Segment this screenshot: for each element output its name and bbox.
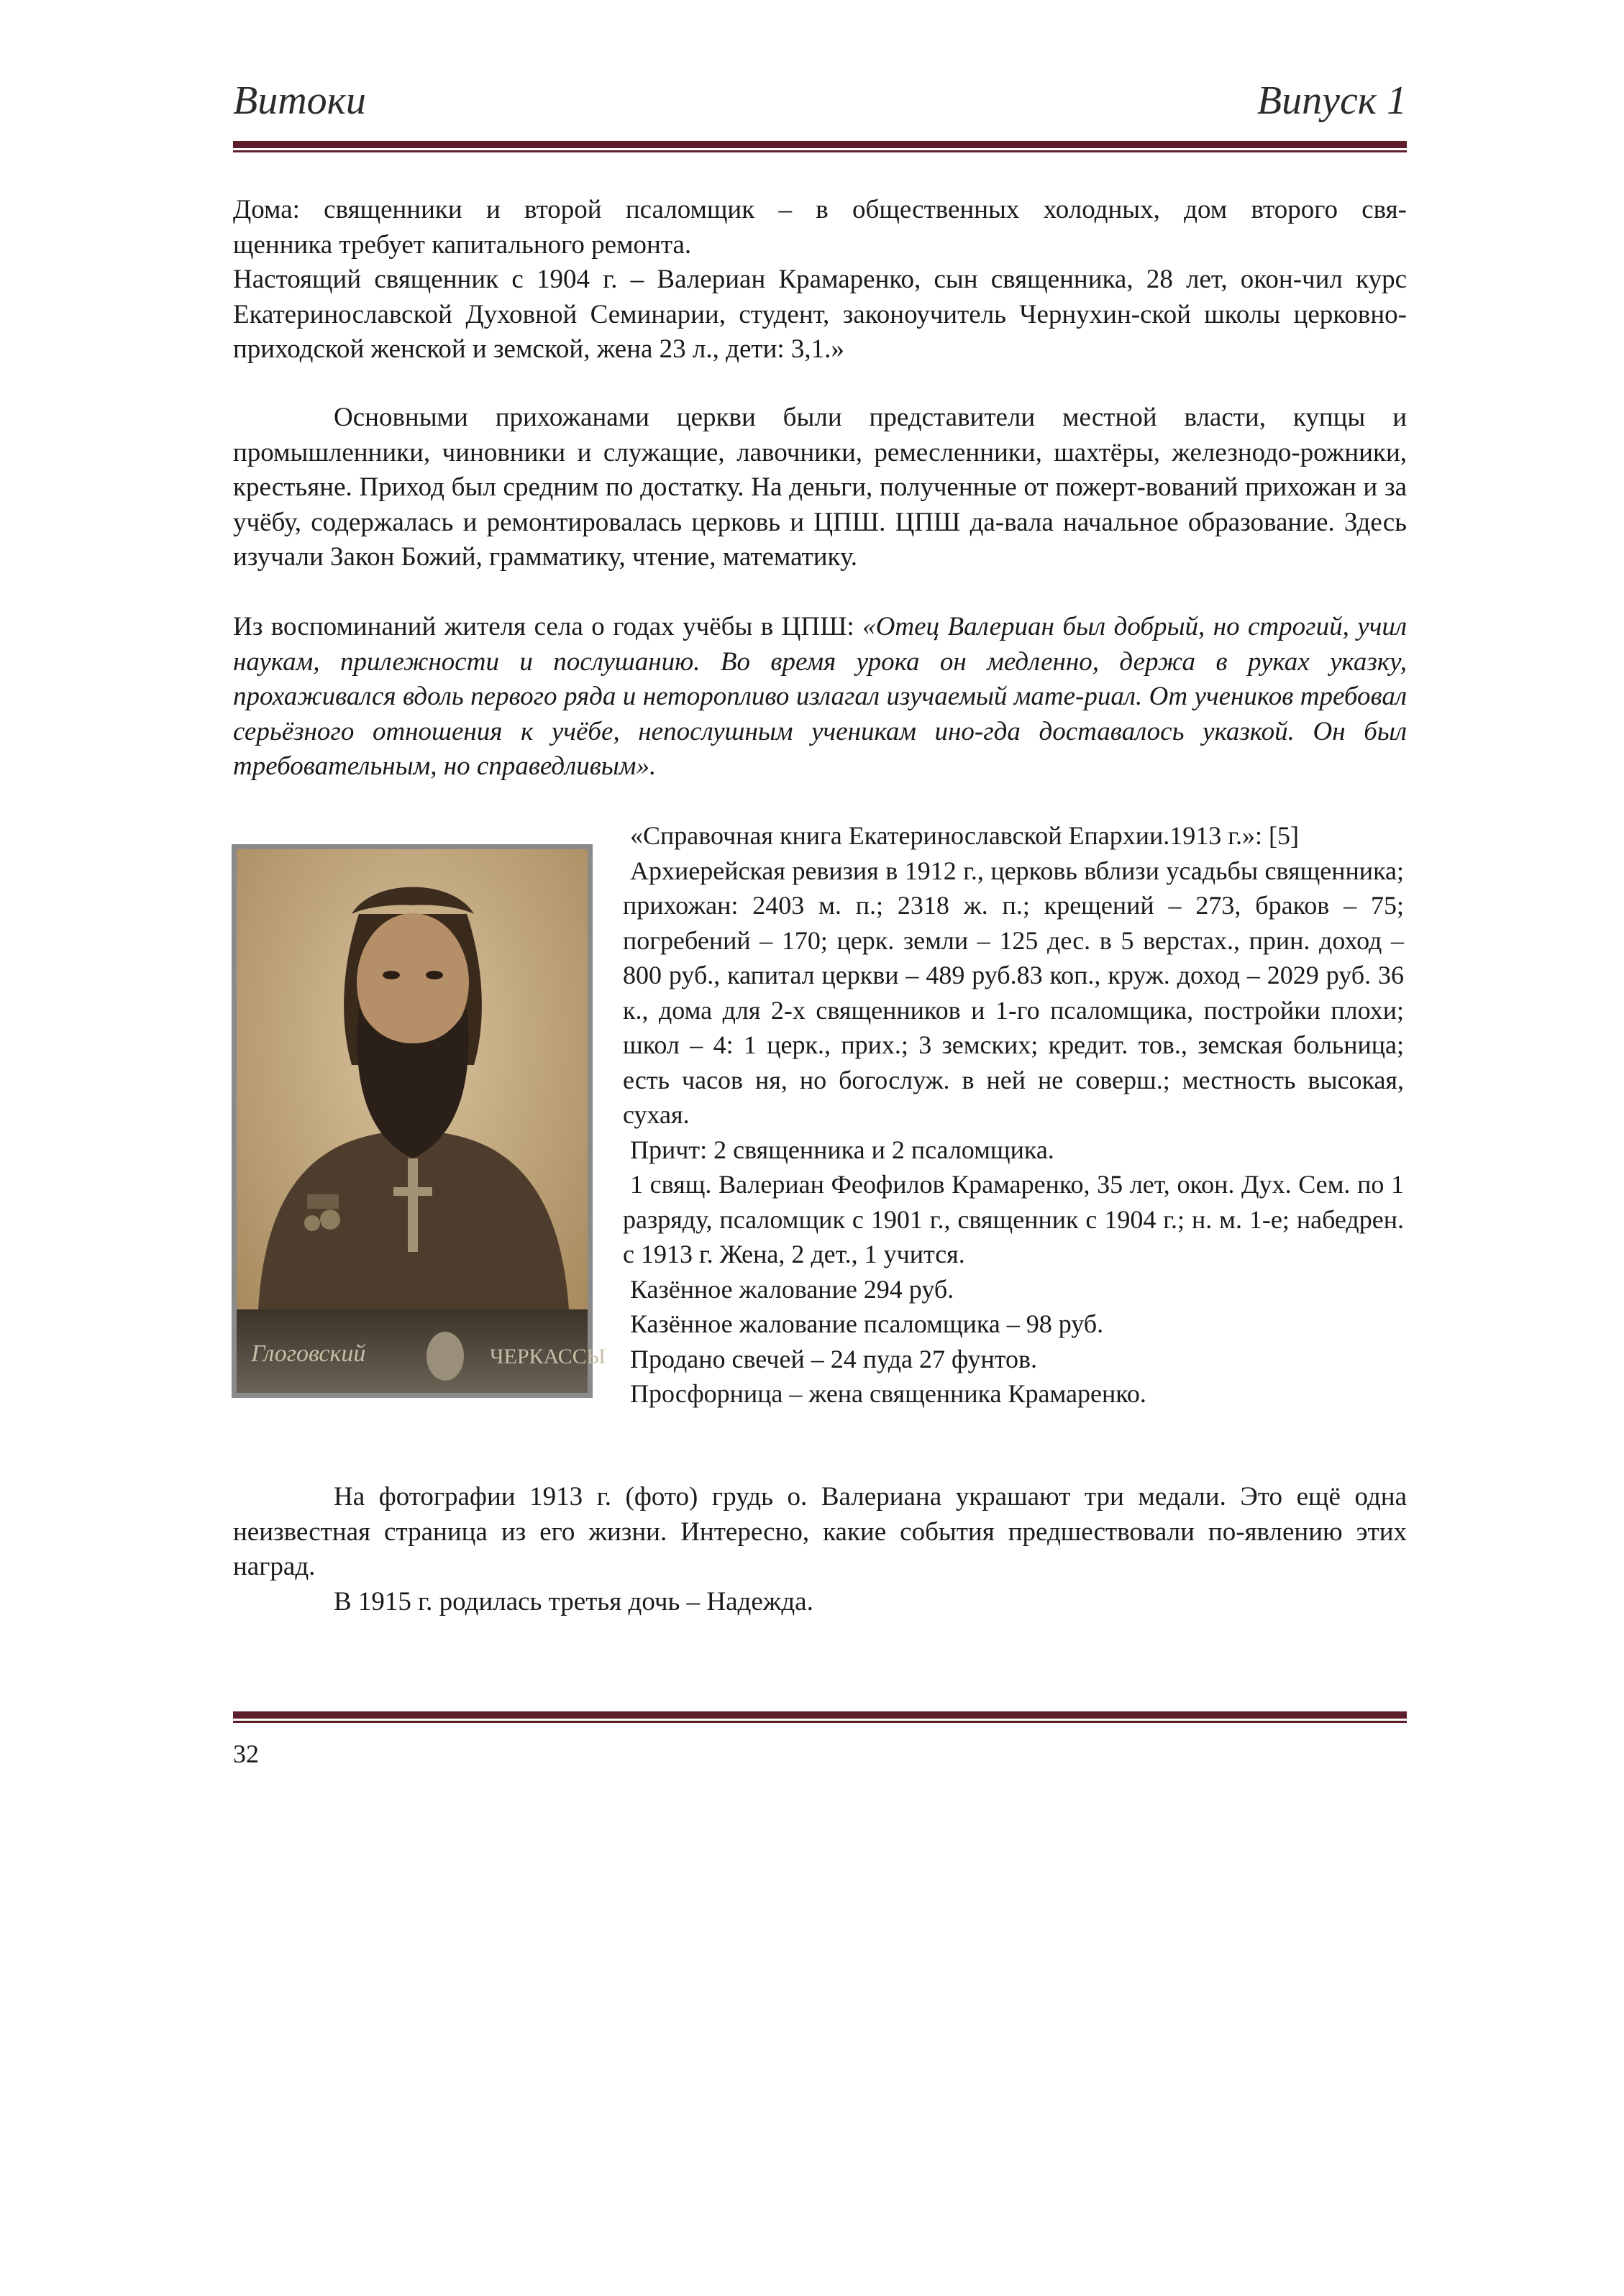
reference-book-excerpt <box>623 818 1404 1412</box>
memories-intro: Из воспоминаний жителя села о годах учёбы в ЦПШ: <box>233 612 863 641</box>
priest-portrait-photo <box>232 844 606 1398</box>
paragraph-houses-line1: Дома: священники и второй псаломщик – в общественных холодных, дом второго свя- <box>233 195 1407 224</box>
paragraph-group-2 <box>233 401 1407 575</box>
paragraph-group-1 <box>233 193 1407 367</box>
running-header <box>233 78 1407 128</box>
paragraph-medals: На фотографии 1913 г. (фото) грудь о. Валериана украшают три медали. Это ещё одна неизвестная страница из его жизни. Интересно, какие события предшествовали по-явлению этих наград. <box>233 1482 1407 1581</box>
mount-city-text: ЧЕРКАССЫ <box>490 1345 606 1368</box>
paragraph-memories <box>233 610 1407 785</box>
mount-signature: Глоговский <box>251 1340 366 1367</box>
paragraph-group-4 <box>233 1480 1407 1619</box>
issue-label: Випуск 1 <box>1256 78 1407 123</box>
portrait-illustration <box>237 849 606 1393</box>
header-rule <box>233 141 1407 152</box>
paragraph-current-priest: Настоящий священник с 1904 г. – Валериан Крамаренко, сын священника, 28 лет, окон-чил курс Екатеринославской Духовной Семинарии, студент, законоучитель Чернухин-ской школы церковно-приходской женской и земской, жена 23 л., дети: 3,1.» <box>233 265 1407 364</box>
reference-salary: Казённое жалование 294 руб. <box>630 1274 954 1304</box>
reference-candles: Продано свечей – 24 пуда 27 фунтов. <box>630 1344 1037 1373</box>
reference-revision: Архиерейская ревизия в 1912 г., церковь вблизи усадьбы священника; прихожан: 2403 м. п.; 2318 ж. п.; крещений – 273, браков – 75; погребений – 170; церк. земли – 125 дес. в 5 верстах., прин. доход – 800 руб., капитал церкви – 489 руб.83 коп., круж. доход – 2029 руб. 36 к., дома для 2-х священников и 1-го псаломщика, постройки плохи; школ – 4: 1 церк., прих.; 3 земских; кредит. тов., земская больница; есть часов ня, но богослуж. в ней не соверш.; местность высокая, сухая. <box>623 856 1404 1129</box>
memories-quote: «Отец Валериан был добрый, но строгий, учил наукам, прилежности и послушанию. Во время урока он медленно, держа в руках указку, прохаживался вдоль первого ряда и неторопливо излагал изучаемый мате-риал. От учеников требовал серьёзного отношения к учёбе, непослушным ученикам ино-гда доставалось указкой. Он был требовательным, но справедливым». <box>233 612 1407 781</box>
reference-prosphora: Просфорница – жена священника Крамаренко. <box>630 1379 1146 1408</box>
journal-title: Витоки <box>233 78 366 123</box>
page-number: 32 <box>233 1739 259 1768</box>
paragraph-parishioners: Основными прихожанами церкви были представители местной власти, купцы и промышленники, чиновники и служащие, лавочники, ремесленники, шахтёры, железнодо-рожники, крестьяне. Приход был средним по достатку. На деньги, полученные от пожерт-вований прихожан и за учёбу, содержалась и ремонтировалась церковь и ЦПШ. ЦПШ да-вала начальное образование. Здесь изучали Закон Божий, грамматику, чтение, математику. <box>233 403 1407 572</box>
paragraph-daughter: В 1915 г. родилась третья дочь – Надежда. <box>334 1586 813 1616</box>
footer-rule <box>233 1711 1407 1723</box>
paragraph-group-3 <box>233 610 1407 785</box>
reference-title: «Справочная книга Екатеринославской Епархии.1913 г.»: [5] <box>630 821 1299 850</box>
paragraph-houses-line2: щенника требует капитального ремонта. <box>233 229 692 260</box>
reference-priest: 1 свящ. Валериан Феофилов Крамаренко, 35 лет, окон. Дух. Сем. по 1 разряду, псаломщик с 1901 г., священник с 1904 г.; н. м. 1-е; набедрен. с 1913 г. Жена, 2 дет., 1 учится. <box>623 1170 1404 1268</box>
reference-psalmist-salary: Казённое жалование псаломщика – 98 руб. <box>630 1309 1104 1338</box>
reference-clergy: Причт: 2 священника и 2 псаломщика. <box>630 1135 1054 1164</box>
